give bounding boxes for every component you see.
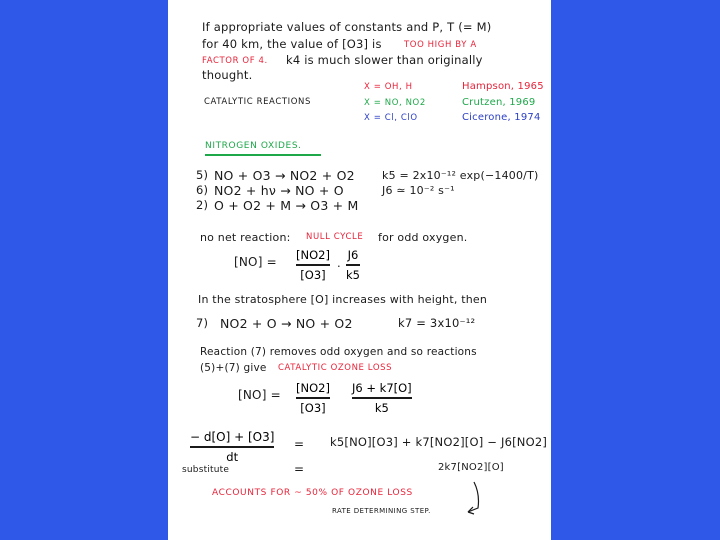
ratio1-den-2: k5 [346,267,360,282]
reaction-7-rate: k7 = 3x10⁻¹² [398,316,476,330]
ratio2-num-1: [NO2] [296,381,330,395]
stratosphere-line: In the stratosphere [O] increases with height, then [198,293,488,306]
slide-page [168,0,551,540]
intro-line-4: thought. [202,68,253,82]
accounts-line: ACCOUNTS FOR ~ 50% OF OZONE LOSS [212,488,413,498]
ratio1-num-1: [NO2] [296,248,330,262]
catalytic-ref-2: Crutzen, 1969 [462,97,536,108]
reaction-5-num: 5) [196,168,209,182]
null-cycle: NULL CYCLE [306,232,364,242]
rate-eq-num: − d[O] + [O3] [190,430,275,444]
intro-line-2b: TOO HIGH BY A [404,40,477,50]
reaction-6-eq: NO2 + hν → NO + O [214,183,344,198]
ratio2-den-1: [O3] [300,400,326,415]
reaction-2-num: 2) [196,198,209,212]
intro-line-3b: k4 is much slower than originally [286,53,483,67]
reaction-7-num: 7) [196,316,209,330]
substitute-rhs: 2k7[NO2][O] [438,462,504,473]
substitute-label: substitute [182,465,230,475]
rate-eq-rhs: k5[NO][O3] + k7[NO2][O] − J6[NO2] [330,435,548,449]
removes-line-2a: (5)+(7) give [200,362,267,374]
intro-line-1: If appropriate values of constants and P, T (= M) [202,20,492,34]
catalytic-label: CATALYTIC REACTIONS [204,97,311,107]
ratio1-dot: . [337,256,341,270]
ratio1-den-1: [O3] [300,267,326,282]
rate-eq-equals: = [294,437,305,451]
annotation-arrow [168,0,551,540]
ratio2-den-2: k5 [374,400,389,415]
ratio1-num-2: J6 [347,248,359,262]
no-net-tail: for odd oxygen. [378,231,468,244]
rate-determining-step: RATE DETERMINING STEP. [332,507,431,515]
removes-line-1: Reaction (7) removes odd oxygen and so reactions [200,346,477,358]
no-net-label: no net reaction: [200,231,291,244]
intro-line-3a: FACTOR OF 4. [202,56,268,66]
intro-line-2a: for 40 km, the value of [O3] is [202,37,382,51]
catalytic-ozone-loss: CATALYTIC OZONE LOSS [278,363,393,373]
catalytic-x-2: X = NO, NO2 [364,98,426,108]
reaction-5-rate: k5 = 2x10⁻¹² exp(−1400/T) [382,169,539,182]
rate-eq-den: dt [226,449,239,464]
ratio2-lhs: [NO] = [238,388,281,402]
reaction-7-eq: NO2 + O → NO + O2 [220,316,353,331]
catalytic-ref-3: Cicerone, 1974 [462,112,541,123]
catalytic-x-1: X = OH, H [364,82,413,92]
substitute-equals: = [294,462,305,476]
reaction-6-num: 6) [196,183,209,197]
ratio1-lhs: [NO] = [234,255,277,269]
reaction-5-eq: NO + O3 → NO2 + O2 [214,168,355,183]
reaction-6-rate: J6 ≃ 10⁻² s⁻¹ [382,184,455,197]
reaction-2-eq: O + O2 + M → O3 + M [214,198,359,213]
catalytic-ref-1: Hampson, 1965 [462,81,544,92]
nitrogen-heading: NITROGEN OXIDES. [205,141,302,151]
catalytic-x-3: X = Cl, ClO [364,113,418,123]
ratio2-num-2: J6 + k7[O] [352,381,412,395]
